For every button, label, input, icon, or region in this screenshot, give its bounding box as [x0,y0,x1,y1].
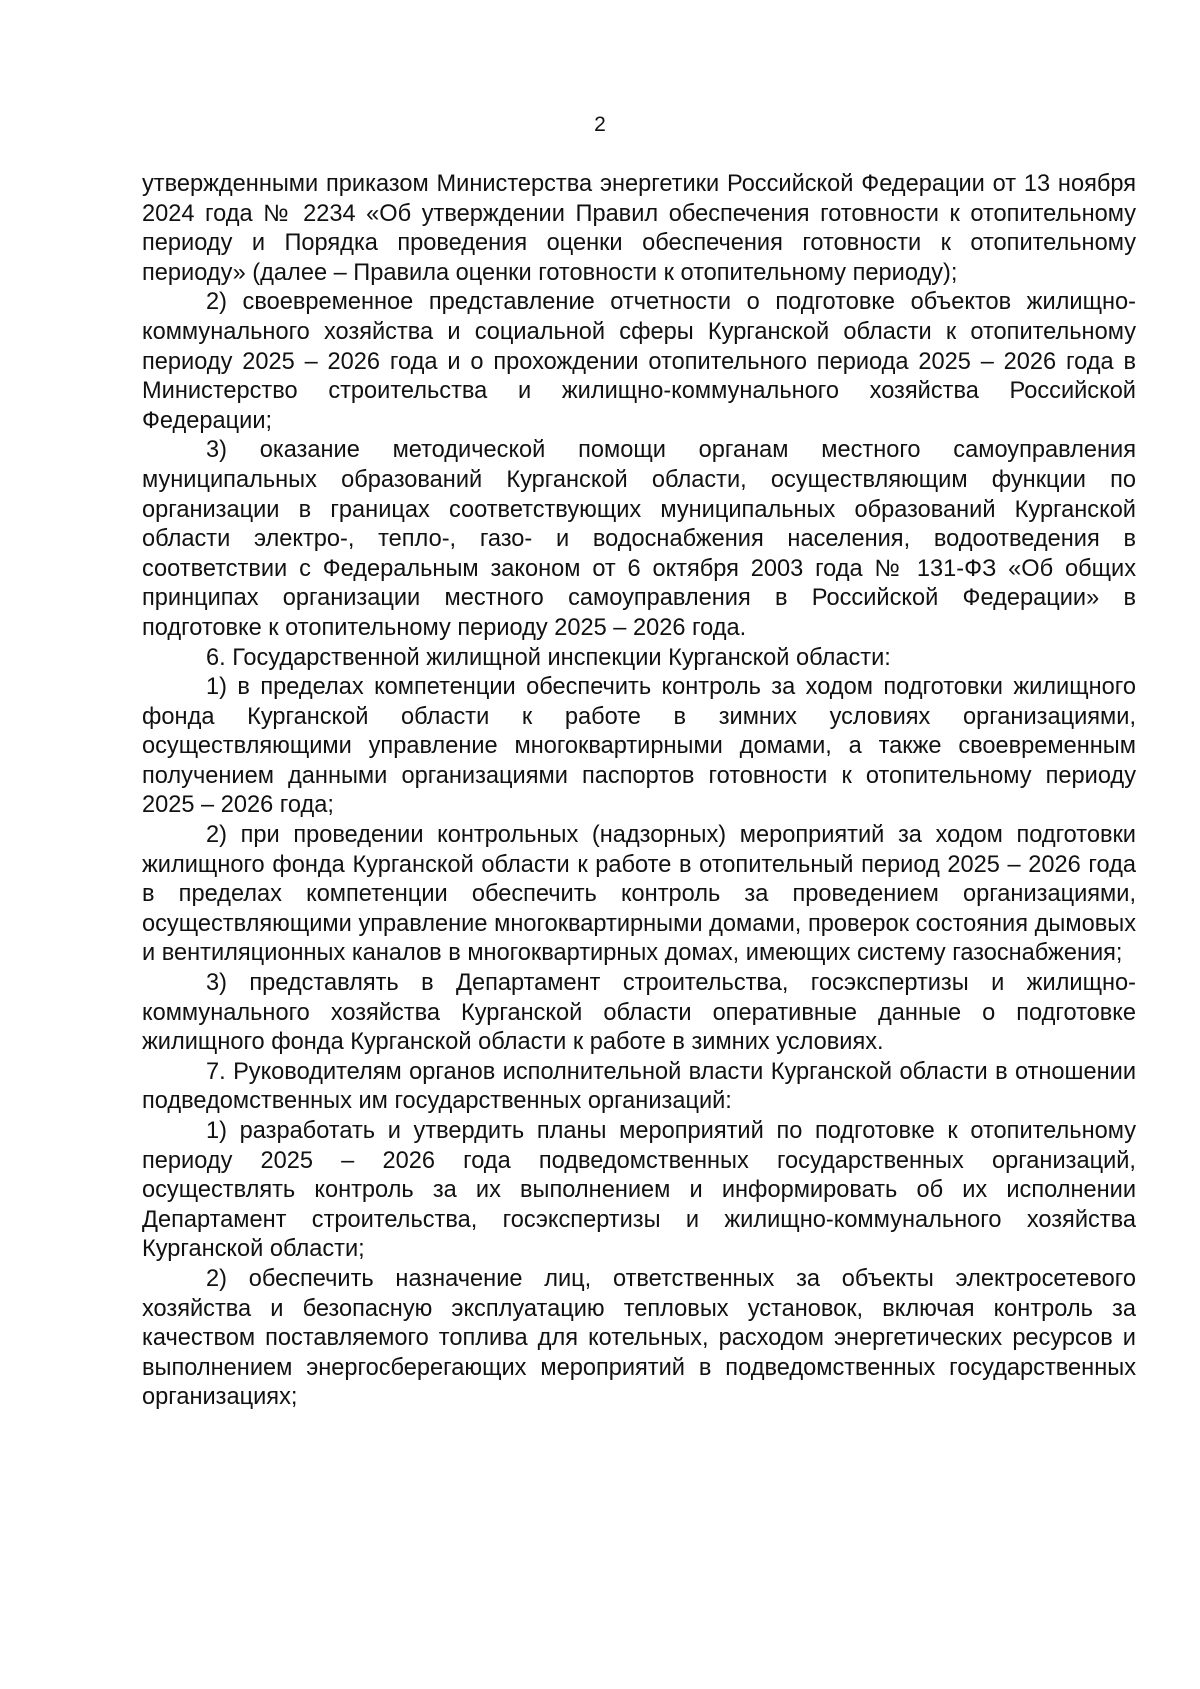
paragraph-section-6-item-2: 2) при проведении контрольных (надзорных) мероприятий за ходом подготовки жилищного фонда Курганской области к работе в отопительный период 2025 – 2026 года в пределах компетенции обеспечить контроль за проведением организациями, осуществляющими управление многоквартирными домами, проверок состояния дымовых и вентиляционных каналов в многоквартирных домах, имеющих систему газоснабжения; [142,822,1136,967]
paragraph-section-7-item-2: 2) обеспечить назначение лиц, ответственных за объекты электросетевого хозяйства и безопасную эксплуатацию тепловых установок, включая контроль за качеством поставляемого топлива для котельных, расходом энергетических ресурсов и выполнением энергосберегающих мероприятий в подведомственных государственных организациях; [142,1265,1136,1411]
document-body [142,170,1136,1413]
paragraph-section-6-item-3: 3) представлять в Департамент строительства, госэкспертизы и жилищно-коммунального хозяйства Курганской области оперативные данные о подготовке жилищного фонда Курганской области к работе в зимних условиях. [142,970,1136,1056]
paragraph-section-6-heading: 6. Государственной жилищной инспекции Курганской области: [206,644,891,671]
paragraph-section-7-item-1: 1) разработать и утвердить планы мероприятий по подготовке к отопительному периоду 2025 – 2026 года подведомственных государственных организаций, осуществлять контроль за их выполнением и информировать об их исполнении Департамент строительства, госэкспертизы и жилищно-коммунального хозяйства Курганской области; [142,1118,1136,1263]
paragraph-item-3-methodical-help: 3) оказание методической помощи органам местного самоуправления муниципальных образований Курганской области, осуществляющим функции по организации в границах соответствующих муниципальных образований Курганской области электро-, тепло-, газо- и водоснабжения населения, водоотведения в соответствии с Федеральным законом от 6 октября 2003 года № 131-ФЗ «Об общих принципах организации местного самоуправления в Российской Федерации» в подготовке к отопительному периоду 2025 – 2026 года. [142,437,1136,641]
paragraph-section-6-item-1: 1) в пределах компетенции обеспечить контроль за ходом подготовки жилищного фонда Курганской области к работе в зимних условиях организациями, осуществляющими управление многоквартирными домами, а также своевременным получением данными организациями паспортов готовности к отопительному периоду 2025 – 2026 года; [142,674,1136,819]
page-number: 2 [594,113,606,136]
paragraph-item-2-reporting: 2) своевременное представление отчетности о подготовке объектов жилищно-коммунального хозяйства и социальной сферы Курганской области к отопительному периоду 2025 – 2026 года и о прохождении отопительного периода 2025 – 2026 года в Министерство строительства и жилищно-коммунального хозяйства Российской Федерации; [142,289,1136,434]
paragraph-section-7-heading: 7. Руководителям органов исполнительной власти Курганской области в отношении подведомственных им государственных организаций: [142,1058,1136,1115]
paragraph-continuation: утвержденными приказом Министерства энергетики Российской Федерации от 13 ноября 2024 года № 2234 «Об утверждении Правил обеспечения готовности к отопительному периоду и Порядка проведения оценки обеспечения готовности к отопительному периоду» (далее – Правила оценки готовности к отопительному периоду); [142,171,1136,286]
